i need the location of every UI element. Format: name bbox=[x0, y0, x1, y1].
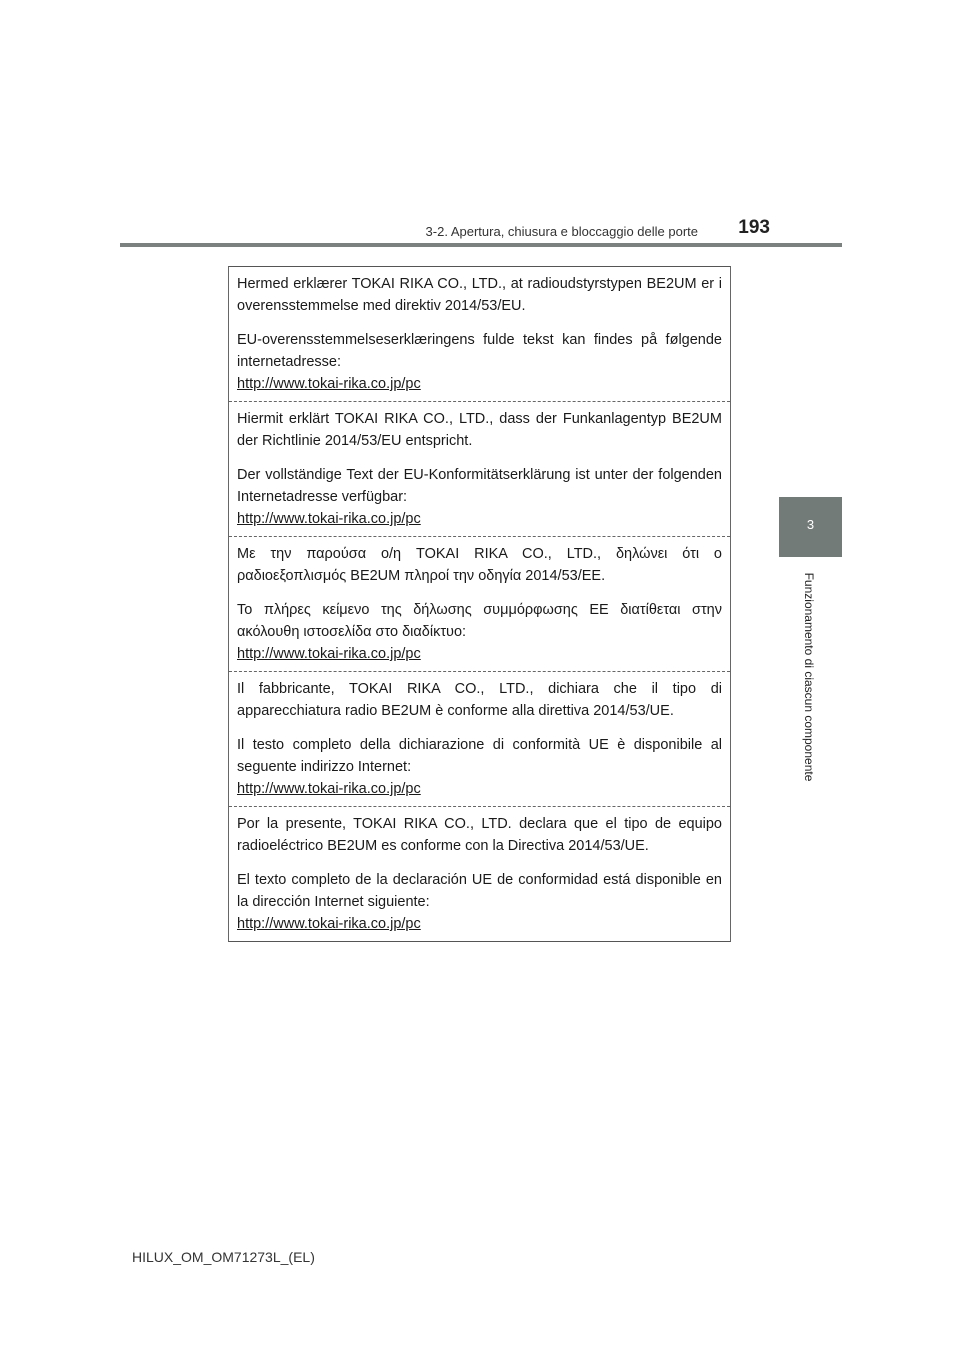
declaration-italian bbox=[229, 672, 730, 807]
declaration-statement: Por la presente, TOKAI RIKA CO., LTD. declara que el tipo de equipo radioeléctrico BE2UM es conforme con la Directiva 2014/53/UE. bbox=[237, 816, 722, 854]
declaration-greek bbox=[229, 537, 730, 672]
declaration-link[interactable]: http://www.tokai-rika.co.jp/pc bbox=[237, 916, 421, 932]
declaration-link[interactable]: http://www.tokai-rika.co.jp/pc bbox=[237, 646, 421, 662]
declaration-availability: El texto completo de la declaración UE de conformidad está disponible en la dirección Internet siguiente: bbox=[237, 872, 722, 910]
chapter-number: 3 bbox=[806, 517, 815, 532]
chapter-label: Funzionamento di ciascun componente bbox=[802, 572, 816, 782]
header-rule bbox=[120, 243, 842, 247]
declaration-statement: Με την παρούσα ο/η TOKAI RIKA CO., LTD., δηλώνει ότι ο ραδιοεξοπλισμός BE2UM πληροί την οδηγία 2014/53/ΕΕ. bbox=[237, 546, 722, 584]
declaration-spanish bbox=[229, 807, 730, 941]
declaration-statement: Hermed erklærer TOKAI RIKA CO., LTD., at radioudstyrstypen BE2UM er i overensstemmelse med direktiv 2014/53/EU. bbox=[237, 276, 722, 314]
page-number: 193 bbox=[738, 217, 770, 238]
declaration-danish bbox=[229, 267, 730, 402]
declaration-link[interactable]: http://www.tokai-rika.co.jp/pc bbox=[237, 781, 421, 797]
declaration-availability: Το πλήρες κείμενο της δήλωσης συμμόρφωσης ΕΕ διατίθεται στην ακόλουθη ιστοσελίδα στο διαδίκτυο: bbox=[237, 602, 722, 640]
chapter-label-vertical bbox=[800, 565, 818, 795]
declaration-statement: Il fabbricante, TOKAI RIKA CO., LTD., dichiara che il tipo di apparecchiatura radio BE2UM è conforme alla direttiva 2014/53/UE. bbox=[237, 681, 722, 719]
declarations-table bbox=[228, 266, 731, 942]
declaration-availability: Der vollständige Text der EU-Konformitätserklärung ist unter der folgenden Internetadresse verfügbar: bbox=[237, 467, 722, 505]
declaration-availability: EU-overensstemmelseserklæringens fulde tekst kan findes på følgende internetadresse: bbox=[237, 332, 722, 370]
document-code: HILUX_OM_OM71273L_(EL) bbox=[132, 1249, 315, 1265]
chapter-tab bbox=[779, 497, 842, 557]
declaration-german bbox=[229, 402, 730, 537]
section-title: 3-2. Apertura, chiusura e bloccaggio delle porte bbox=[425, 224, 698, 239]
declaration-link[interactable]: http://www.tokai-rika.co.jp/pc bbox=[237, 511, 421, 527]
declaration-link[interactable]: http://www.tokai-rika.co.jp/pc bbox=[237, 376, 421, 392]
page-header bbox=[0, 0, 960, 250]
declaration-availability: Il testo completo della dichiarazione di conformità UE è disponibile al seguente indirizzo Internet: bbox=[237, 737, 722, 775]
declaration-statement: Hiermit erklärt TOKAI RIKA CO., LTD., dass der Funkanlagentyp BE2UM der Richtlinie 2014/53/EU entspricht. bbox=[237, 411, 722, 449]
